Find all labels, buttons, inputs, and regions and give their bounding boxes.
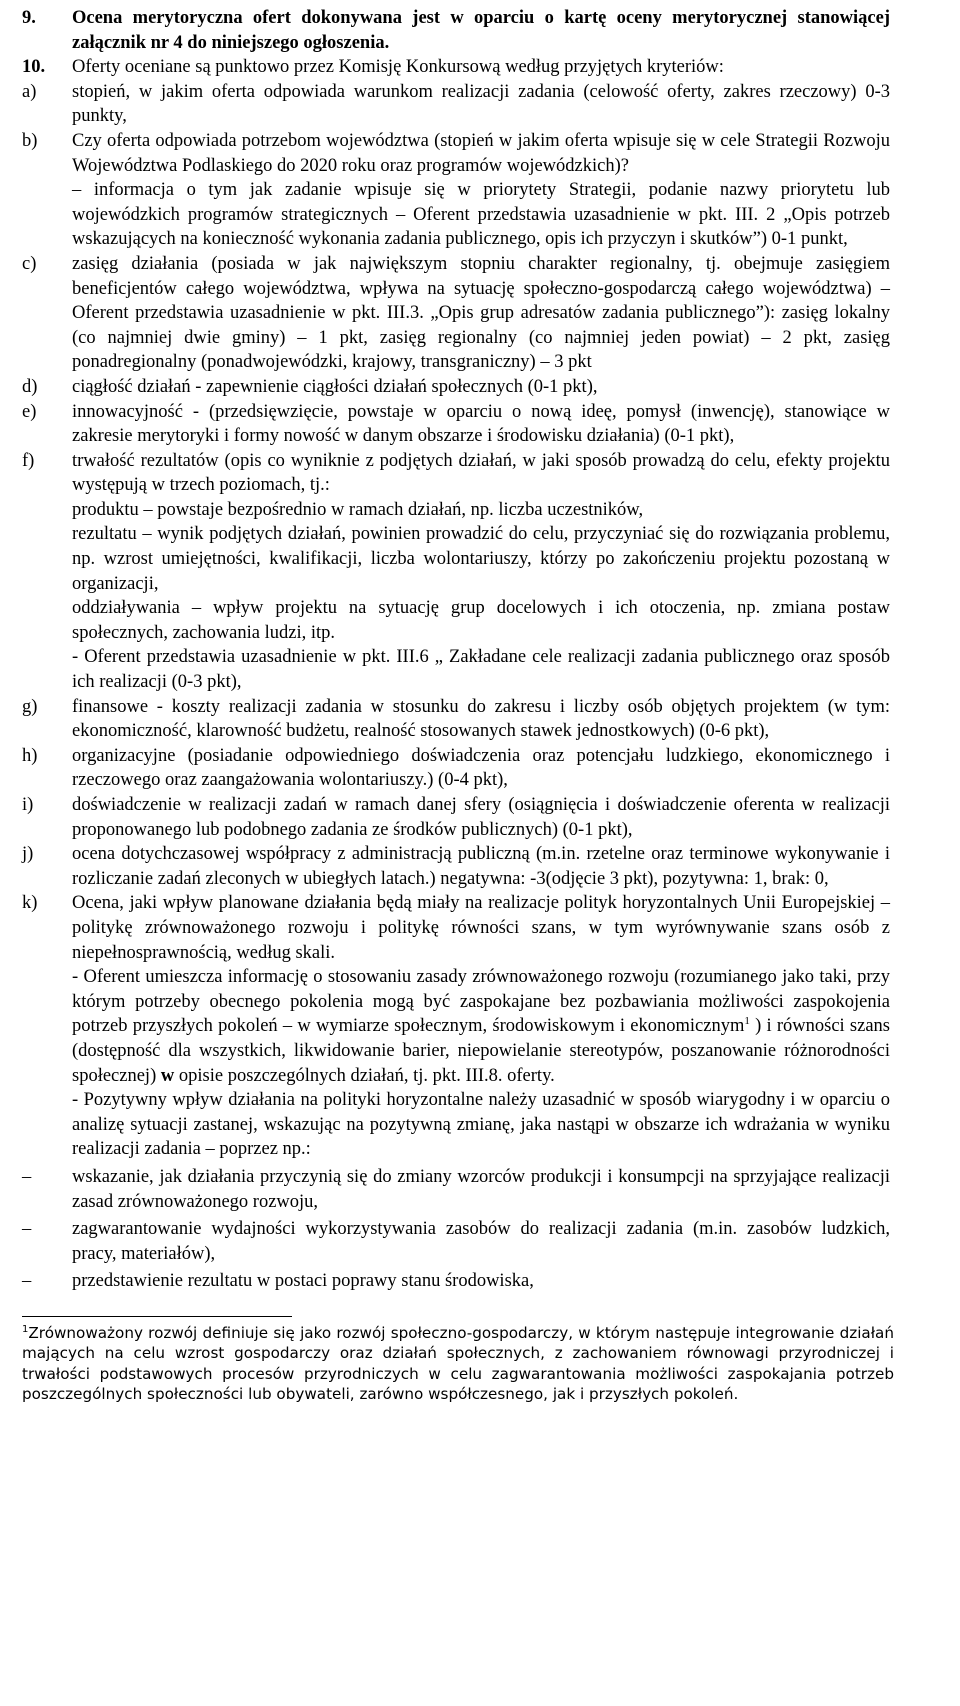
list-item-f [22, 449, 890, 498]
footnote-text: Zrównoważony rozwój definiuje się jako rozwój społeczno-gospodarczy, w którym następuje integrowanie działań mających na celu wzrost gospodarczy oraz działań społecznych, z zachowaniem równowagi przyrodniczej i trwałości podstawowych procesów przyrodniczych w celu zagwarantowania możliwości zaspokajania potrzeb poszczególnych społeczności lub obywateli, zarówno współczesnego, jak i przyszłych pokoleń. [22, 1323, 894, 1404]
list-item-10 [22, 55, 890, 80]
item-text: Czy oferta odpowiada potrzebom województwa (stopień w jakim oferta wpisuje się w cele Strategii Rozwoju Województwa Podlaskiego do 2020 roku oraz programów wojewódzkich)? [72, 130, 890, 176]
k-para1-part-a: - Oferent umieszcza informację o stosowaniu zasady zrównoważonego rozwoju (rozumianego jako taki, przy którym potrzeby obecnego pokolenia mogą być zaspokajane bez pozbawiania możliwości zaspokojenia potrzeb przyszłych pokoleń – w wymiarze społecznym, środowiskowym i ekonomicznym [72, 967, 890, 1037]
item-marker: j) [22, 844, 34, 865]
dash-list-item [22, 1165, 890, 1214]
item-f-justification: - Oferent przedstawia uzasadnienie w pkt. III.6 „ Zakładane cele realizacji zadania publicznego oraz sposób ich realizacji (0-3 pkt), [72, 647, 890, 693]
item-marker: g) [22, 696, 38, 717]
item-b-continuation: – informacja o tym jak zadanie wpisuje się w priorytety Strategii, podanie nazwy priorytetu lub wojewódzkich programów strategicznych – Oferent przedstawia uzasadnienie w pkt. III. 2 „Opis potrzeb wskazujących na konieczność wykonania zadania publicznego, opis ich przyczyn i skutków”) 0-1 punkt, [72, 180, 890, 250]
dash-list-item [22, 1269, 890, 1294]
list-item-k [22, 891, 890, 965]
item-marker: k) [22, 893, 38, 914]
footnote-number: 1 [22, 1323, 29, 1335]
list-item-9 [22, 6, 890, 55]
item-text: ocena dotychczasowej współpracy z administracją publiczną (m.in. rzetelne oraz terminowe wykonywanie i rozliczanie zadań zleconych w ubiegłych latach.) negatywna: -3(odjęcie 3 pkt), pozytywna: 1, brak: 0, [72, 844, 890, 889]
footnote-separator [22, 1316, 292, 1317]
item-marker: h) [22, 745, 38, 766]
item-text: Ocena merytoryczna ofert dokonywana jest w oparciu o kartę oceny merytorycznej stanowiącej załącznik nr 4 do niniejszego ogłoszenia. [72, 8, 890, 53]
dash-marker: – [22, 1271, 32, 1292]
item-marker: 10. [22, 57, 46, 78]
k-para1-part-b: ) i równości szans (dostępność dla wszystkich, likwidowanie barier, niepowielanie stereotypów, poszanowanie różnorodności społecznej) [72, 1016, 890, 1086]
item-text: Ocena, jaki wpływ planowane działania będą miały na realizacje polityk horyzontalnych Unii Europejskiej – politykę zrównoważonego rozwoju i politykę równości szans, w tym wyrównywanie szans osób z niepełnosprawnością, według skali. [72, 893, 890, 963]
item-text: stopień, w jakim oferta odpowiada warunkom realizacji zadania (celowość oferty, zakres rzeczowy) 0-3 punkty, [72, 81, 890, 127]
list-item-e [22, 400, 890, 449]
k-para1-bold: w [160, 1065, 175, 1086]
item-marker: f) [22, 450, 35, 471]
item-text: innowacyjność - (przedsięwzięcie, powstaje w oparciu o nową ideę, pomysł (inwencję), stanowiące w zakresie merytoryki i formy nowość w danym obszarze i środowisku działania) (0-1 pkt), [72, 401, 890, 447]
item-marker: 9. [22, 8, 36, 28]
item-text: ciągłość działań - zapewnienie ciągłości działań społecznych (0-1 pkt), [72, 376, 598, 397]
dash-list-item [22, 1217, 890, 1266]
list-item-d [22, 375, 890, 400]
item-f-result: rezultatu – wynik podjętych działań, powinien prowadzić do celu, przyczyniać się do rozwiązania problemu, np. wzrost umiejętności, kwalifikacji, liczba wolontariuszy, którzy po zakończeniu projektu pozostaną w organizacji, [72, 524, 890, 594]
item-k-sustainability-paragraph [72, 965, 890, 1088]
list-item-j [22, 842, 890, 891]
item-text: finansowe - koszty realizacji zadania w stosunku do zakresu i liczby osób objętych projektem (w tym: ekonomiczność, klarowność budżetu, realność stosowanych stawek jednostkowych) (0-6 pkt), [72, 696, 890, 742]
item-marker: e) [22, 401, 37, 422]
item-text: doświadczenie w realizacji zadań w ramach danej sfery (osiągnięcia i doświadczenie oferenta w realizacji proponowanego lub podobnego zadania ze środków publicznych) (0-1 pkt), [72, 795, 890, 840]
list-item-g [22, 695, 890, 744]
item-f-impact: oddziaływania – wpływ projektu na sytuację grup docelowych i ich otoczenia, np. zmiana postaw społecznych, zachowania ludzi, itp. [72, 598, 890, 643]
dash-item-text: przedstawienie rezultatu w postaci poprawy stanu środowiska, [72, 1271, 534, 1292]
footnote-reference: 1 [744, 1015, 750, 1028]
list-item-a [22, 80, 890, 129]
item-k-horizontal-paragraph: - Pozytywny wpływ działania na polityki horyzontalne należy uzasadnić w sposób wiarygodny i w oparciu o analizę sytuacji zastanej, wskazując na pozytywną zmianę, jaka nastąpi w obszarze ich wdrażania w wyniku realizacji zadania – poprzez np.: [72, 1090, 890, 1160]
item-text: trwałość rezultatów (opis co wyniknie z podjętych działań, w jaki sposób prowadzą do celu, efekty projektu występują w trzech poziomach, tj.: [72, 450, 890, 496]
list-item-b [22, 129, 890, 178]
dash-item-text: wskazanie, jak działania przyczynią się do zmiany wzorców produkcji i konsumpcji na sprzyjające realizacji zasad zrównoważonego rozwoju, [72, 1166, 890, 1212]
list-item-c [22, 252, 890, 375]
item-marker: d) [22, 376, 38, 397]
item-marker: b) [22, 130, 38, 151]
footnote [22, 1323, 894, 1405]
dash-marker: – [22, 1219, 32, 1240]
item-text: Oferty oceniane są punktowo przez Komisję Konkursową według przyjętych kryteriów: [72, 57, 724, 78]
dash-marker: – [22, 1166, 32, 1187]
dash-item-text: zagwarantowanie wydajności wykorzystywania zasobów do realizacji zadania (m.in. zasobów ludzkich, pracy, materiałów), [72, 1219, 890, 1264]
item-marker: a) [22, 81, 37, 102]
list-item-h [22, 744, 890, 793]
item-marker: c) [22, 253, 37, 274]
list-item-i [22, 793, 890, 842]
item-text: zasięg działania (posiada w jak największym stopniu charakter regionalny, tj. obejmuje zasięgiem beneficjentów całego województwa, wpływa na sytuację społeczno-gospodarczą całego województwa) – Oferent przedstawia uzasadnienie w pkt. III.3. „Opis grup adresatów zadania publicznego”): zasięg lokalny (co najmniej dwie gminy) – 1 pkt, zasięg regionalny (co najmniej jeden powiat) – 2 pkt, zasięg ponadregionalny (ponadwojewódzki, krajowy, transgraniczny) – 3 pkt [72, 253, 890, 373]
item-marker: i) [22, 795, 34, 815]
item-f-product: produktu – powstaje bezpośrednio w ramach działań, np. liczba uczestników, [72, 499, 644, 520]
item-text: organizacyjne (posiadanie odpowiedniego doświadczenia oraz potencjału ludzkiego, ekonomicznego i rzeczowego oraz zaangażowania wolontariuszy.) (0-4 pkt), [72, 745, 890, 791]
k-para1-part-c: opisie poszczególnych działań, tj. pkt. III.8. oferty. [178, 1065, 555, 1086]
